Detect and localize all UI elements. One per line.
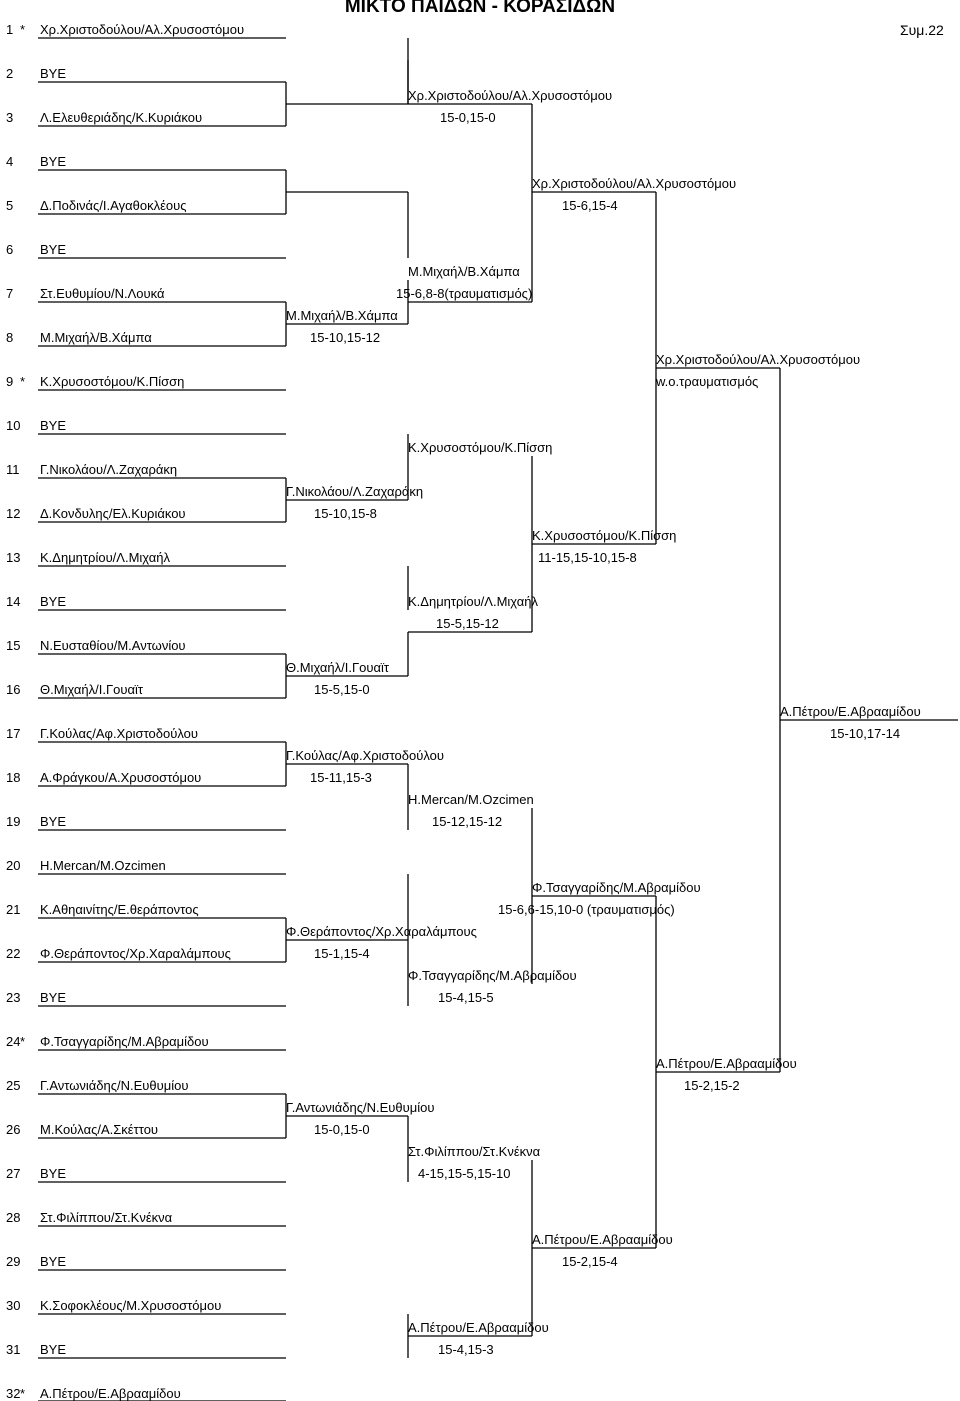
entry-name: Μ.Μιχαήλ/Β.Χάμπα (40, 330, 152, 345)
round3-connectors (532, 104, 656, 1336)
round3-winner: Η.Mercan/M.Ozcimen (408, 792, 534, 807)
round5-winner: Χρ.Χριστοδούλου/Αλ.Χρυσοστόμου (656, 352, 861, 367)
entry-number: 6 (6, 242, 14, 257)
entry-number: 4 (6, 154, 14, 169)
round4-winner: Α.Πέτρου/Ε.Αβρααμίδου (532, 1232, 673, 1247)
round3-winner: Κ.Χρυσοστόμου/Κ.Πίσση (408, 440, 553, 455)
entry-name: Στ.Φιλίππου/Στ.Κνέκνα (40, 1210, 173, 1225)
round3-winner: Μ.Μιχαήλ/Β.Χάμπα (408, 264, 520, 279)
round3-winner: Φ.Τσαγγαρίδης/Μ.Αβραμίδου (408, 968, 577, 983)
round2-score: 15-1,15-4 (314, 946, 370, 961)
entry-number: 5 (6, 198, 14, 213)
round4-score: 15-2,15-4 (562, 1254, 618, 1269)
entry-name: Χρ.Χριστοδούλου/Αλ.Χρυσοστόμου (40, 22, 245, 37)
entry-name: Στ.Ευθυμίου/Ν.Λουκά (40, 286, 165, 301)
entry-number: 20 (6, 858, 21, 873)
entry-name: Γ.Αντωνιάδης/Ν.Ευθυμίου (40, 1078, 189, 1093)
entry-number: 23 (6, 990, 21, 1005)
entry-number: 15 (6, 638, 21, 653)
entry-number: 24 (6, 1034, 21, 1049)
round4-winner: Κ.Χρυσοστόμου/Κ.Πίσση (532, 528, 677, 543)
round4-winner: Φ.Τσαγγαρίδης/Μ.Αβραμίδου (532, 880, 701, 895)
entry-name: Κ.Αθηαινίτης/Ε.θεράποντος (40, 902, 199, 917)
entry-name: Γ.Κούλας/Αφ.Χριστοδούλου (40, 726, 198, 741)
entry-number: 27 (6, 1166, 21, 1181)
entry-name: Κ.Δημητρίου/Λ.Μιχαήλ (40, 550, 171, 565)
entry-name: BYE (40, 1166, 67, 1181)
round3-winner: Α.Πέτρου/Ε.Αβρααμίδου (408, 1320, 549, 1335)
round3-score: 15-6,15-4 (562, 198, 618, 213)
entry-name: Θ.Μιχαήλ/Ι.Γουαϊτ (40, 682, 144, 697)
entry-name: Η.Mercan/M.Ozcimen (40, 858, 166, 873)
round2-score: 15-10,15-8 (314, 506, 377, 521)
round5-score: 15-2,15-2 (684, 1078, 740, 1093)
champion-name: Α.Πέτρου/Ε.Αβρααμίδου (780, 704, 921, 719)
final-score: 15-10,17-14 (830, 726, 901, 741)
round4-score: 15-6,6-15,10-0 (τραυματισμός) (498, 902, 675, 917)
round5-score: w.o.τραυματισμός (656, 374, 759, 389)
seed-marker: * (20, 22, 26, 37)
entry-name: BYE (40, 242, 67, 257)
entry-number: 14 (6, 594, 21, 609)
entry-name: Μ.Κούλας/Α.Σκέττου (40, 1122, 159, 1137)
entry-number: 16 (6, 682, 21, 697)
entry-name: BYE (40, 418, 67, 433)
entry-number: 30 (6, 1298, 21, 1313)
entry-number: 10 (6, 418, 21, 433)
round2-winner: Φ.Θεράποντος/Χρ.Χαραλάμπους (286, 924, 477, 939)
round3-score: 15-4,15-5 (438, 990, 494, 1005)
round3-score: 15-12,15-12 (432, 814, 503, 829)
entry-name: BYE (40, 990, 67, 1005)
entry-number: 2 (6, 66, 14, 81)
entry-number: 21 (6, 902, 21, 917)
entry-number: 26 (6, 1122, 21, 1137)
entry-number: 18 (6, 770, 21, 785)
round3-score: 15-4,15-3 (438, 1342, 494, 1357)
round2-winner: Θ.Μιχαήλ/Ι.Γουαϊτ (286, 660, 390, 675)
seed-marker: * (20, 374, 26, 389)
entry-number: 13 (6, 550, 21, 565)
entry-number: 7 (6, 286, 14, 301)
round2-score: 15-0,15-0 (440, 110, 496, 125)
round2-winner: Χρ.Χριστοδούλου/Αλ.Χρυσοστόμου (408, 88, 613, 103)
round2-score: 15-5,15-0 (314, 682, 370, 697)
entry-number: 17 (6, 726, 21, 741)
entry-number: 11 (6, 462, 20, 477)
entry-name: Κ.Σοφοκλέους/Μ.Χρυσοστόμου (40, 1298, 222, 1313)
round5-winner: Α.Πέτρου/Ε.Αβρααμίδου (656, 1056, 797, 1071)
round3-score: 4-15,15-5,15-10 (418, 1166, 511, 1181)
entry-name: BYE (40, 594, 67, 609)
entry-number: 28 (6, 1210, 21, 1225)
round2-winner: Γ.Κούλας/Αφ.Χριστοδούλου (286, 748, 444, 763)
entry-name: Δ.Κονδυλης/Ελ.Κυριάκου (40, 506, 186, 521)
round2-connectors (286, 38, 532, 1358)
entry-name: BYE (40, 66, 67, 81)
round3-winner: Στ.Φιλίππου/Στ.Κνέκνα (408, 1144, 541, 1159)
entry-name: Γ.Νικολάου/Λ.Ζαχαράκη (40, 462, 178, 477)
round2-winner: Μ.Μιχαήλ/Β.Χάμπα (286, 308, 398, 323)
entry-number: 9 (6, 374, 14, 389)
seed-marker: * (20, 1386, 26, 1401)
seed-marker: * (20, 1034, 26, 1049)
entry-number: 31 (6, 1342, 21, 1357)
semifinal-connectors (780, 368, 958, 1072)
round1-connectors (286, 82, 408, 1138)
round2-winner: Γ.Νικολάου/Λ.Ζαχαράκη (286, 484, 424, 499)
entry-number: 8 (6, 330, 14, 345)
entry-number: 12 (6, 506, 21, 521)
round2-winner: Γ.Αντωνιάδης/Ν.Ευθυμίου (286, 1100, 435, 1115)
round2-score: 15-11,15-3 (310, 770, 372, 785)
entry-name: BYE (40, 1254, 67, 1269)
entry-name: Α.Πέτρου/Ε.Αβρααμίδου (40, 1386, 181, 1401)
round1-lines (38, 38, 286, 1401)
round2-score: 15-10,15-12 (310, 330, 381, 345)
entry-number: 1 (6, 22, 14, 37)
entry-name: BYE (40, 814, 67, 829)
entry-number: 19 (6, 814, 21, 829)
entry-name: Ν.Ευσταθίου/Μ.Αντωνίου (40, 638, 186, 653)
entry-number: 29 (6, 1254, 21, 1269)
entry-number: 32 (6, 1386, 21, 1401)
meeting-label: Συμ.22 (900, 22, 944, 38)
entry-name: BYE (40, 1342, 67, 1357)
entry-number: 25 (6, 1078, 21, 1093)
entry-name: Φ.Τσαγγαρίδης/Μ.Αβραμίδου (40, 1034, 209, 1049)
round2-score: 15-0,15-0 (314, 1122, 370, 1137)
round3-score: 15-5,15-12 (436, 616, 499, 631)
entry-number: 3 (6, 110, 14, 125)
round3-score: 15-6,8-8(τραυματισμός) (396, 286, 533, 301)
entry-number: 22 (6, 946, 21, 961)
entry-name: Α.Φράγκου/Α.Χρυσοστόμου (40, 770, 202, 785)
entry-name: Δ.Ποδινάς/Ι.Αγαθοκλέους (40, 198, 187, 213)
entry-name: Λ.Ελευθεριάδης/Κ.Κυριάκου (40, 110, 203, 125)
round3-winner: Χρ.Χριστοδούλου/Αλ.Χρυσοστόμου (532, 176, 737, 191)
entry-name: Φ.Θεράποντος/Χρ.Χαραλάμπους (40, 946, 231, 961)
entry-name: BYE (40, 154, 67, 169)
round4-score: 11-15,15-10,15-8 (538, 550, 637, 565)
page-title: ΜΙΚΤΟ ΠΑΙΔΩΝ - ΚΟΡΑΣΙΔΩΝ (344, 0, 616, 17)
round3-winner: Κ.Δημητρίου/Λ.Μιχαήλ (408, 594, 539, 609)
entry-name: Κ.Χρυσοστόμου/Κ.Πίσση (40, 374, 185, 389)
